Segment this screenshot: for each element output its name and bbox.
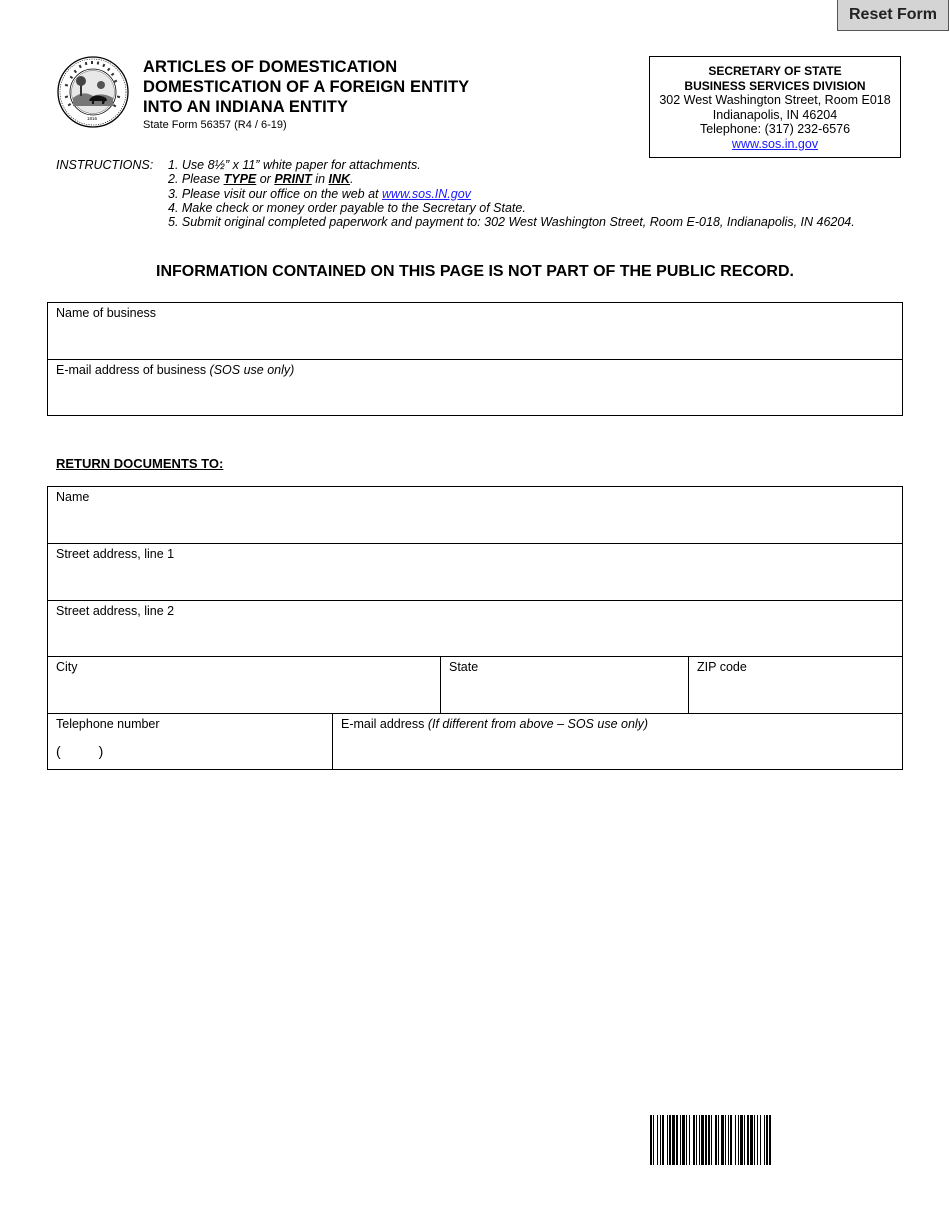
phone-area-code-parentheses: ( ) — [56, 743, 104, 759]
barcode-icon — [650, 1115, 877, 1165]
return-state-label: State — [449, 660, 479, 674]
return-name-field[interactable] — [48, 487, 902, 543]
return-documents-heading: RETURN DOCUMENTS TO: — [56, 456, 224, 471]
return-street2-field[interactable] — [48, 601, 902, 656]
sos-telephone: Telephone: (317) 232-6576 — [699, 122, 851, 136]
return-zip-field[interactable] — [689, 657, 902, 713]
instructions-list — [168, 158, 855, 229]
instruction-item-5: 5. Submit original completed paperwork and payment to: 302 West Washington Street, Room E-018, Indianapolis, IN 46204. — [168, 215, 855, 230]
return-city-field[interactable] — [48, 657, 440, 713]
business-email-field[interactable] — [48, 360, 902, 415]
form-title-line-2: DOMESTICATION OF A FOREIGN ENTITY — [143, 78, 470, 96]
instructions-label: INSTRUCTIONS: — [56, 158, 154, 172]
instruction-item-2: 2. Please TYPE or PRINT in INK. — [168, 172, 354, 187]
seal-year: 1816 — [87, 116, 98, 121]
form-title-block — [143, 57, 469, 132]
instructions-website-link[interactable]: www.sos.IN.gov — [382, 186, 471, 201]
business-email-label: E-mail address of business (SOS use only) — [56, 363, 295, 377]
sos-division-name: BUSINESS SERVICES DIVISION — [684, 78, 866, 93]
return-street1-field[interactable] — [48, 544, 902, 600]
instruction-item-3: 3. Please visit our office on the web at www.sos.IN.gov — [168, 186, 471, 201]
business-name-field[interactable] — [48, 303, 902, 359]
return-email-field[interactable] — [333, 714, 902, 769]
form-number: State Form 56357 (R4 / 6-19) — [143, 119, 287, 131]
return-street2-label: Street address, line 2 — [56, 604, 175, 618]
instruction-item-4: 4. Make check or money order payable to the Secretary of State. — [168, 200, 526, 215]
return-name-label: Name — [56, 490, 90, 504]
return-state-field[interactable] — [441, 657, 688, 713]
form-title-line-3: INTO AN INDIANA ENTITY — [143, 98, 349, 116]
return-city-label: City — [56, 660, 78, 674]
sos-office-name: SECRETARY OF STATE — [708, 64, 842, 78]
return-street1-label: Street address, line 1 — [56, 547, 175, 561]
sos-street-address: 302 West Washington Street, Room E018 — [659, 93, 891, 107]
indiana-state-seal-icon — [57, 56, 129, 128]
return-phone-label: Telephone number — [56, 717, 160, 731]
business-name-label: Name of business — [56, 306, 157, 320]
instruction-item-1: 1. Use 8½” x 11” white paper for attachments. — [168, 158, 421, 172]
return-phone-field[interactable] — [48, 714, 332, 769]
reset-form-button[interactable]: Reset Form — [837, 0, 949, 31]
sos-website-link[interactable]: www.sos.in.gov — [731, 136, 819, 151]
form-title-line-1: ARTICLES OF DOMESTICATION — [143, 58, 398, 76]
secretary-of-state-contact-box — [649, 56, 901, 158]
return-email-label: E-mail address (If different from above – SOS use only) — [341, 717, 649, 731]
sos-city-state-zip: Indianapolis, IN 46204 — [712, 107, 838, 122]
public-record-notice: INFORMATION CONTAINED ON THIS PAGE IS NOT PART OF THE PUBLIC RECORD. — [156, 263, 794, 280]
return-zip-label: ZIP code — [697, 660, 747, 674]
